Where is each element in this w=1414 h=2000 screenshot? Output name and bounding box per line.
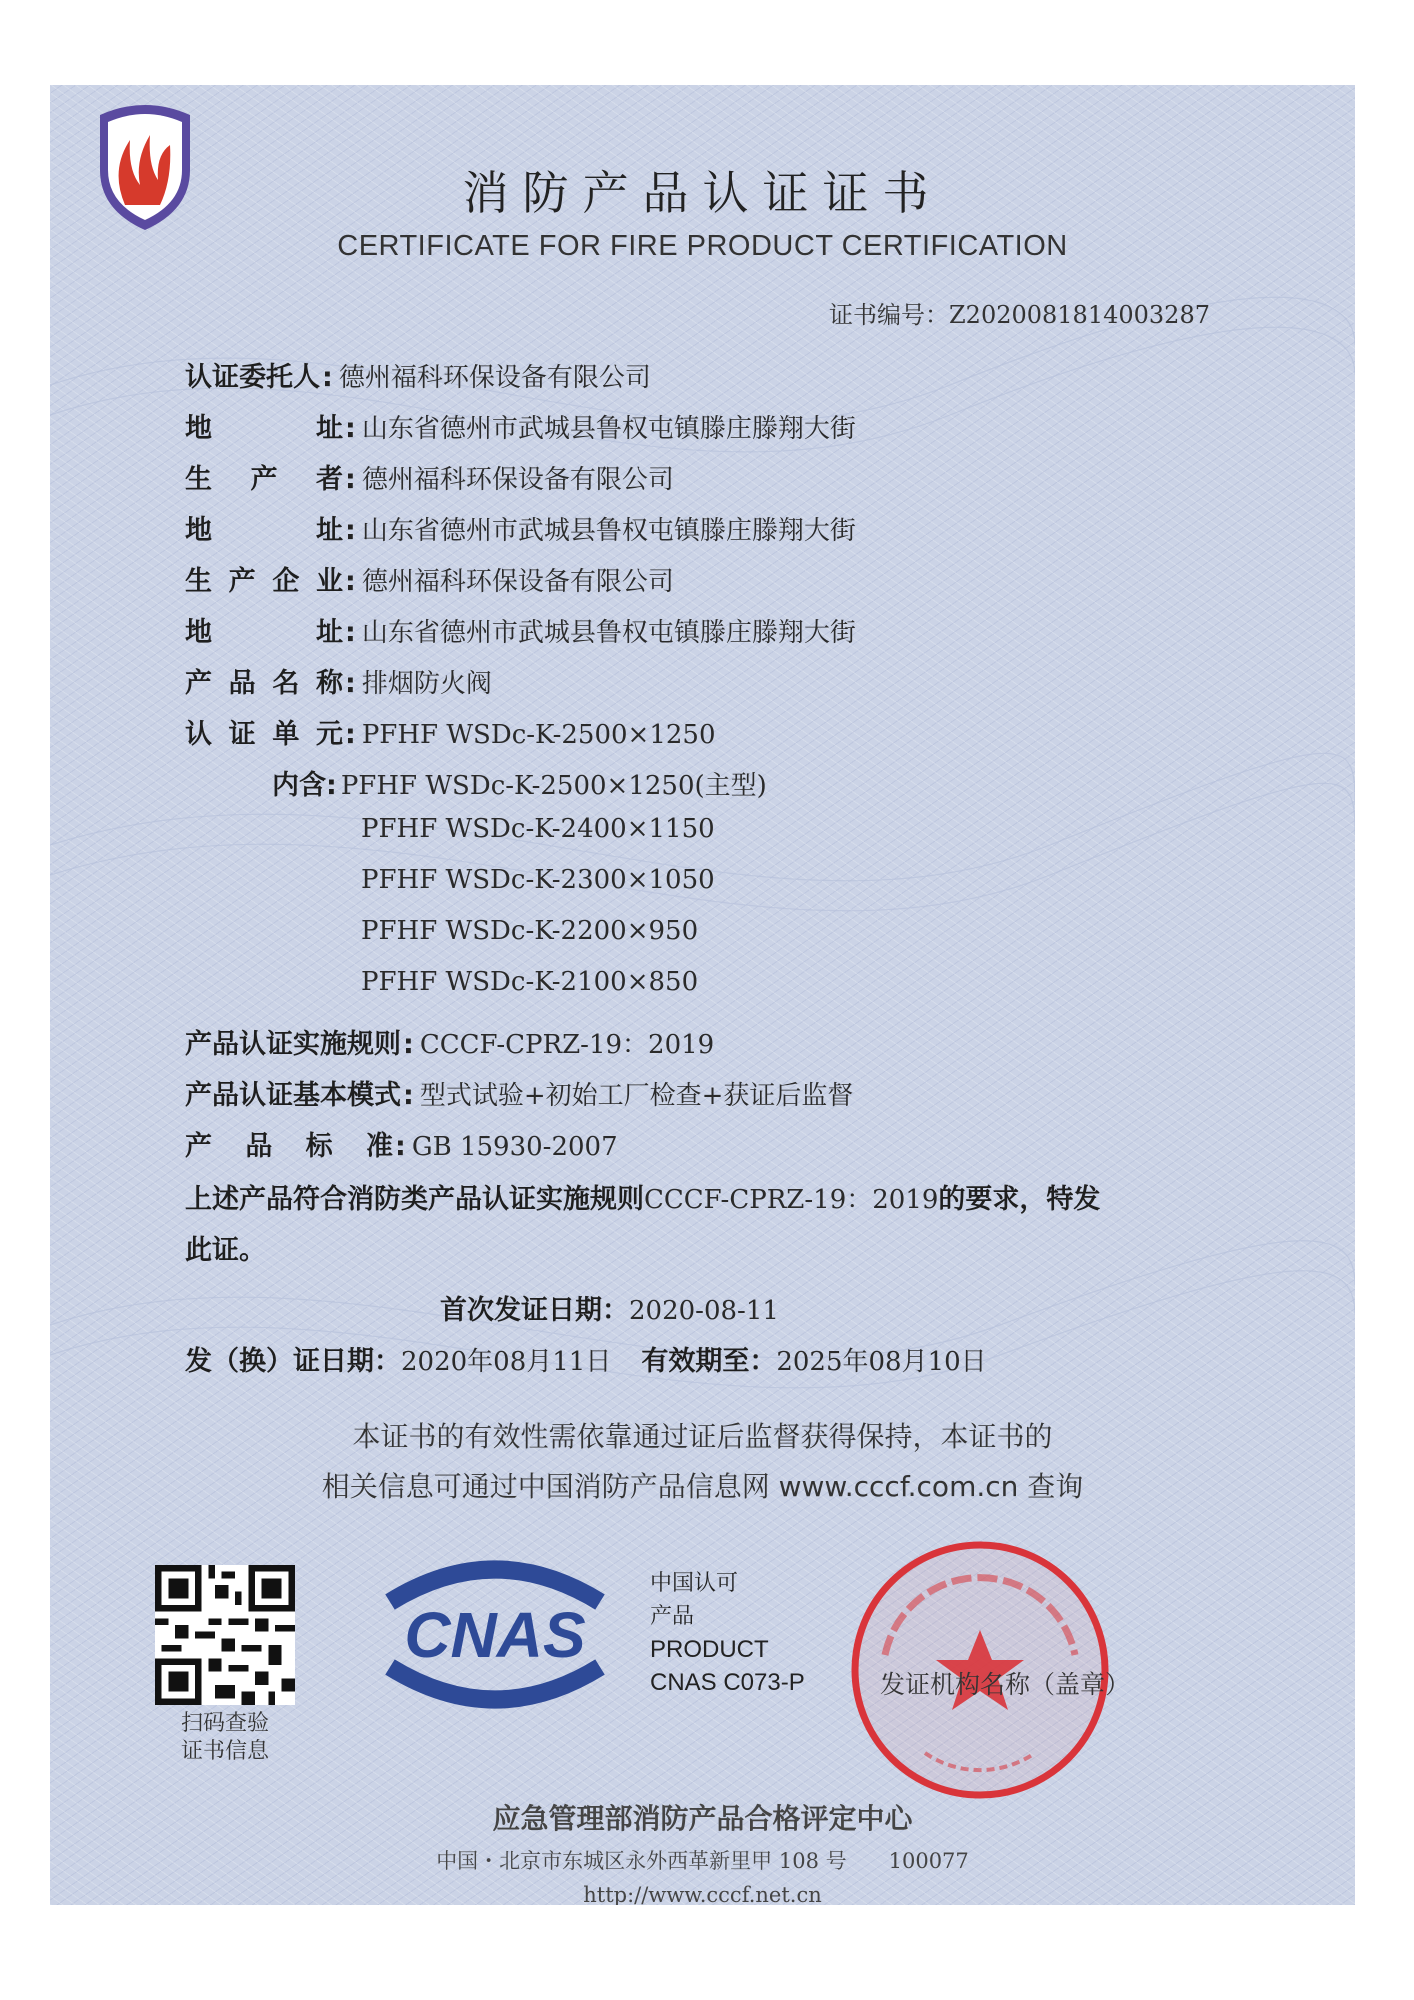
mode-label: 产品认证基本模式 [185,1080,401,1111]
field-applicant: 认证委托人 : 德州福科环保设备有限公司 [185,355,651,394]
applicant-address-value: 山东省德州市武城县鲁权屯镇滕庄滕翔大街 [361,414,856,444]
factory-address-value: 山东省德州市武城县鲁权屯镇滕庄滕翔大街 [361,618,856,648]
field-rule: 产品认证实施规则 : CCCF-CPRZ-19：2019 [185,1022,714,1061]
qr-caption-line-2: 证书信息 [180,1739,269,1764]
field-producer-address: 地址 : 山东省德州市武城县鲁权屯镇滕庄滕翔大街 [185,508,856,547]
rule-value: CCCF-CPRZ-19：2019 [419,1030,715,1060]
contains-model-3: PFHF WSDc-K-2300×1050 [361,865,715,895]
statement-part-2: 的要求，特发 [938,1184,1101,1215]
field-cert-unit: 认证单元 : PFHF WSDc-K-2500×1250 [185,712,716,751]
first-issue-date [440,1288,779,1327]
applicant-address-label: 地址 [185,413,343,444]
producer-address-label: 地址 [185,515,343,546]
field-product-name: 产品名称 : 排烟防火阀 [185,661,492,700]
issue-date-value: 2020年08月11日 [401,1347,612,1377]
contains-model-2: PFHF WSDc-K-2400×1150 [361,814,715,844]
cnas-line-3: PRODUCT [650,1636,769,1663]
cnas-line-4: CNAS C073-P [650,1669,805,1696]
qr-code[interactable] [155,1565,295,1705]
statement-code: CCCF-CPRZ-19：2019 [644,1185,939,1215]
footer-address: 中国・北京市东城区永外西革新里甲 108 号 100077 [436,1849,969,1873]
cnas-logo-text: CNAS [404,1599,586,1671]
valid-until-label: 有效期至： [641,1346,777,1377]
cert-unit-label: 认证单元 [185,719,343,750]
factory-address-label: 地址 [185,617,343,648]
contains-model-4: PFHF WSDc-K-2200×950 [361,916,699,946]
contains-model [361,814,715,844]
valid-until-value: 2025年08月10日 [776,1347,987,1377]
qr-caption [145,1710,305,1766]
field-applicant-address: 地址 : 山东省德州市武城县鲁权屯镇滕庄滕翔大街 [185,406,856,445]
product-name-label: 产品名称 [185,668,343,699]
contains-model-main: PFHF WSDc-K-2500×1250(主型) [340,771,767,801]
cnas-line-2: 产品 [650,1604,695,1629]
factory-label: 生产企业 [185,566,343,597]
statement-line-1 [185,1177,1100,1216]
cnas-accreditation-text [650,1567,805,1699]
certificate-title-en: CERTIFICATE FOR FIRE PRODUCT CERTIFICATION [337,230,1068,262]
certificate [50,85,1355,1905]
product-name-value: 排烟防火阀 [361,669,492,699]
statement-part-1: 上述产品符合消防类产品认证实施规则 [185,1184,644,1215]
mode-value: 型式试验+初始工厂检查+获证后监督 [419,1081,854,1111]
issue-valid-dates [185,1339,987,1378]
field-contains [272,763,767,802]
first-issue-label: 首次发证日期： [440,1295,629,1326]
field-factory: 生产企业 : 德州福科环保设备有限公司 [185,559,674,598]
validity-note-line-1: 本证书的有效性需依靠通过证后监督获得保持，本证书的 [352,1420,1053,1453]
contains-model-5: PFHF WSDc-K-2100×850 [361,967,699,997]
qr-caption-line-1: 扫码查验 [180,1711,269,1736]
producer-value: 德州福科环保设备有限公司 [361,465,674,495]
statement-line-2 [185,1228,266,1267]
field-producer: 生产者 : 德州福科环保设备有限公司 [185,457,674,496]
certificate-number: 证书编号：Z2020081814003287 [829,301,1210,329]
field-factory-address: 地址 : 山东省德州市武城县鲁权屯镇滕庄滕翔大街 [185,610,856,649]
rule-label: 产品认证实施规则 [185,1029,401,1060]
contains-model [361,916,698,946]
applicant-value: 德州福科环保设备有限公司 [338,363,651,393]
validity-note-line-2: 相关信息可通过中国消防产品信息网 www.cccf.com.cn 查询 [321,1470,1084,1503]
standard-value: GB 15930-2007 [411,1132,618,1162]
footer-url-link[interactable]: http://www.cccf.net.cn [583,1883,822,1905]
issue-date-label: 发（换）证日期： [185,1346,401,1377]
field-mode: 产品认证基本模式 : 型式试验+初始工厂检查+获证后监督 [185,1073,853,1112]
footer-organization: 应急管理部消防产品合格评定中心 [492,1802,913,1835]
factory-value: 德州福科环保设备有限公司 [361,567,674,597]
producer-label: 生产者 [185,464,343,495]
contains-label: 内含: [272,770,337,801]
producer-address-value: 山东省德州市武城县鲁权屯镇滕庄滕翔大街 [361,516,856,546]
standard-label: 产品标准 [185,1131,393,1162]
field-standard: 产品标准 : GB 15930-2007 [185,1124,618,1163]
cnas-line-1: 中国认可 [650,1571,739,1596]
cert-unit-value: PFHF WSDc-K-2500×1250 [361,720,716,750]
statement-end: 此证。 [185,1235,266,1266]
contains-model [361,865,715,895]
first-issue-value: 2020-08-11 [629,1296,779,1326]
cnas-logo-icon [360,1547,630,1722]
applicant-label: 认证委托人 [185,362,320,393]
certificate-title-cn: 消防产品认证证书 [462,166,943,220]
issuing-authority-label: 发证机构名称（盖章） [880,1670,1131,1699]
contains-model [361,967,698,997]
